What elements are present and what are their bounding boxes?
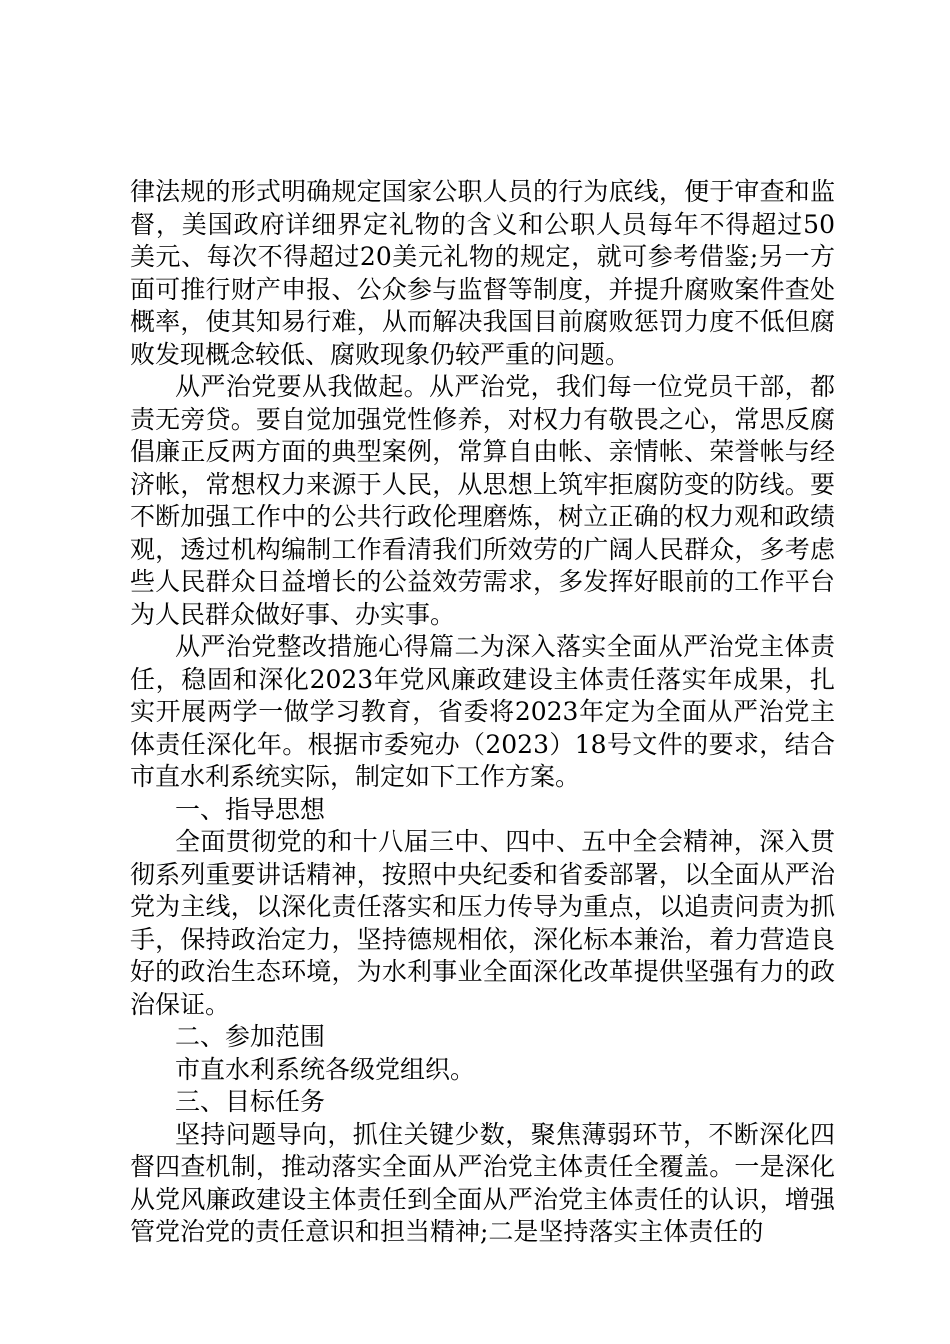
section-heading-goals: 三、目标任务 (175, 1087, 326, 1116)
paragraph-guiding-thought: 全面贯彻党的和十八届三中、四中、五中全会精神，深入贯彻系列重要讲话精神，按照中央纪委和省委部署，以全面从严治党为主线，以深化责任落实和压力传导为重点，以追责问责为抓手，保持政治定力，坚持德规相依，深化标本兼治，着力营造良好的政治生态环境，为水利事业全面深化改革提供坚强有力的政治保证。 (130, 827, 835, 1019)
paragraph-work-plan-intro: 从严治党整改措施心得篇二为深入落实全面从严治党主体责任，稳固和深化2023年党风廉政建设主体责任落实年成果，扎实开展两学一做学习教育，省委将2023年定为全面从严治党主体责任深化年。根据市委宛办（2023）18号文件的要求，结合市直水利系统实际，制定如下工作方案。 (130, 632, 835, 791)
paragraph-continuation: 律法规的形式明确规定国家公职人员的行为底线，便于审查和监督，美国政府详细界定礼物的含义和公职人员每年不得超过50美元、每次不得超过20美元礼物的规定，就可参考借鉴;另一方面可推行财产申报、公众参与监督等制度，并提升腐败案件查处概率，使其知易行难，从而解决我国目前腐败惩罚力度不低但腐败发现概念较低、腐败现象仍较严重的问题。 (130, 177, 835, 369)
paragraph-scope: 市直水利系统各级党组织。 (175, 1054, 476, 1084)
paragraph-goals: 坚持问题导向，抓住关键少数，聚焦薄弱环节，不断深化四督四查机制，推动落实全面从严治党主体责任全覆盖。一是深化从党风廉政建设主体责任到全面从严治党主体责任的认识，增强管党治党的责任意识和担当精神;二是坚持落实主体责任的 (130, 1119, 835, 1246)
section-heading-guiding-thought: 一、指导思想 (175, 794, 326, 824)
section-heading-scope: 二、参加范围 (175, 1022, 326, 1051)
paragraph-self-discipline: 从严治党要从我做起。从严治党，我们每一位党员干部，都责无旁贷。要自觉加强党性修养，对权力有敬畏之心，常思反腐倡廉正反两方面的典型案例，常算自由帐、亲情帐、荣誉帐与经济帐，常想权力来源于人民，从思想上筑牢拒腐防变的防线。要不断加强工作中的公共行政伦理磨炼，树立正确的权力观和政绩观，透过机构编制工作看清我们所效劳的广阔人民群众，多考虑些人民群众日益增长的公益效劳需求，多发挥好眼前的工作平台为人民群众做好事、办实事。 (130, 372, 835, 629)
document-body (130, 176, 835, 1249)
